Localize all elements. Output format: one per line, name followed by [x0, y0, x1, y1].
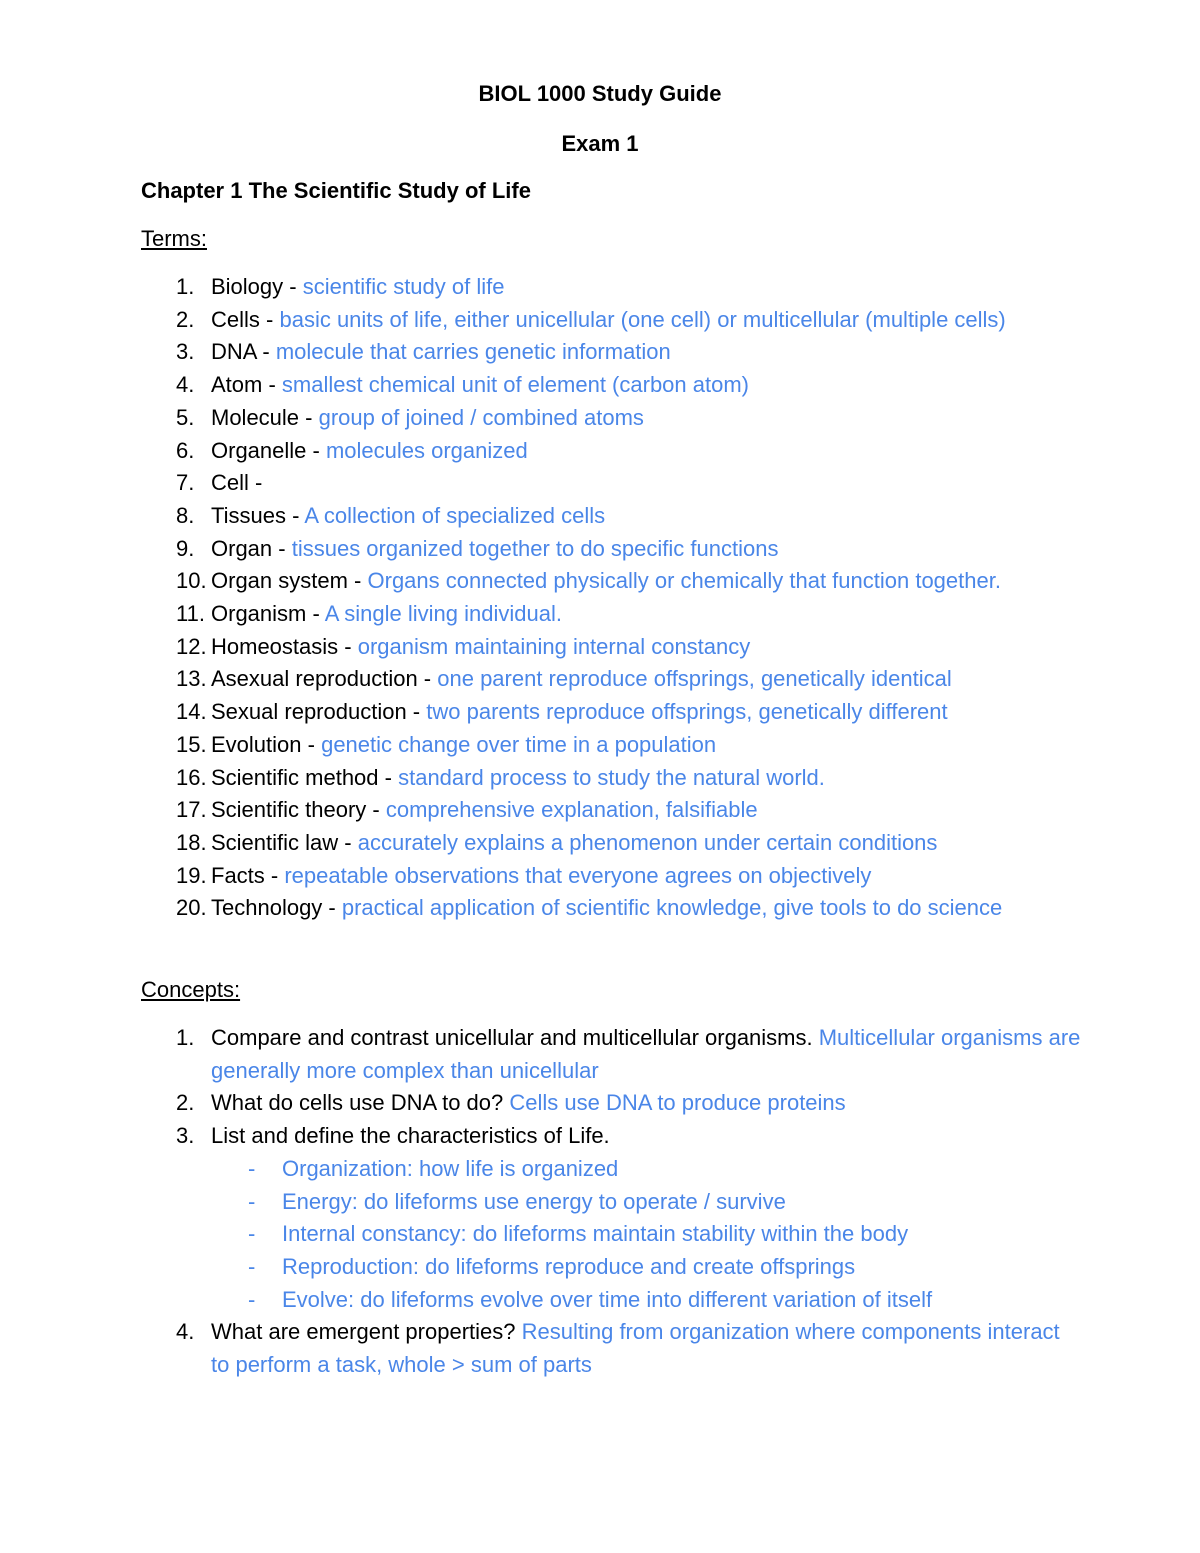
- term-definition: group of joined / combined atoms: [318, 404, 644, 430]
- term-definition: practical application of scientific knowledge, give tools to do science: [341, 895, 1003, 921]
- term-definition: A collection of specialized cells: [304, 502, 606, 528]
- concepts-heading: Concepts:: [141, 977, 241, 1002]
- term-item: [0, 467, 1081, 500]
- terms-heading: Terms:: [141, 226, 207, 251]
- term-number: 10.: [176, 568, 207, 594]
- concept-question: List and define the characteristics of Life.: [211, 1123, 610, 1149]
- term-name: Organism: [211, 601, 307, 627]
- term-separator: -: [338, 633, 358, 659]
- term-number: 19.: [176, 862, 207, 888]
- term-separator: -: [406, 699, 427, 725]
- term-separator: -: [366, 797, 386, 823]
- term-separator: -: [378, 764, 399, 790]
- term-number: 17.: [176, 797, 207, 823]
- term-separator: -: [299, 404, 319, 430]
- term-name: Biology: [211, 274, 284, 299]
- term-separator: -: [306, 601, 325, 627]
- term-definition: two parents reproduce offsprings, genetically different: [426, 699, 948, 725]
- term-number: 11.: [176, 601, 205, 627]
- term-number: 14.: [176, 699, 207, 725]
- concept-item: [0, 1022, 1081, 1087]
- concept-number: 1.: [176, 1025, 195, 1050]
- characteristic-text: Internal constancy: do lifeforms maintain stability within the body: [282, 1221, 909, 1247]
- characteristic-item: [0, 1186, 1081, 1219]
- term-item: [0, 631, 1081, 664]
- term-definition: molecules organized: [325, 437, 528, 463]
- term-separator: -: [338, 829, 358, 855]
- term-number: 4.: [176, 372, 195, 398]
- term-number: 13.: [176, 666, 207, 692]
- characteristic-text: Energy: do lifeforms use energy to operate / survive: [282, 1188, 786, 1214]
- term-definition: Organs connected physically or chemically that function together.: [367, 568, 1001, 594]
- characteristics-list: [0, 1153, 1081, 1317]
- concepts-list: [0, 1022, 1081, 1382]
- term-item: [0, 435, 1081, 468]
- term-item: [0, 598, 1081, 631]
- characteristic-text: Evolve: do lifeforms evolve over time into different variation of itself: [282, 1286, 933, 1312]
- term-separator: -: [417, 666, 438, 692]
- term-separator: -: [285, 502, 305, 528]
- term-number: 5.: [176, 404, 195, 430]
- characteristic-item: [0, 1251, 1081, 1284]
- term-name: Molecule: [211, 404, 300, 430]
- term-separator: -: [264, 862, 285, 888]
- term-definition: standard process to study the natural world.: [398, 764, 825, 790]
- term-separator: -: [259, 306, 280, 332]
- term-item: [0, 794, 1081, 827]
- bullet-dash: -: [248, 1253, 256, 1279]
- term-item: [0, 533, 1081, 566]
- term-definition: genetic change over time in a population: [321, 731, 717, 757]
- term-definition: scientific study of life: [302, 274, 505, 299]
- term-separator: -: [306, 437, 326, 463]
- term-item: [0, 860, 1081, 893]
- chapter-heading: Chapter 1 The Scientific Study of Life: [141, 178, 531, 203]
- term-name: Scientific method: [211, 764, 379, 790]
- characteristic-item: [0, 1153, 1081, 1186]
- concept-answer: Cells use DNA to produce proteins: [509, 1090, 846, 1116]
- term-definition: repeatable observations that everyone agrees on objectively: [284, 862, 872, 888]
- term-name: DNA: [211, 339, 257, 365]
- term-definition: basic units of life, either unicellular (one cell) or multicellular (multiple cells): [279, 306, 1006, 332]
- term-definition: A single living individual.: [324, 601, 562, 627]
- term-name: Organelle: [211, 437, 307, 463]
- term-name: Homeostasis: [211, 633, 339, 659]
- term-number: 7.: [176, 470, 195, 496]
- term-name: Tissues: [211, 502, 286, 528]
- term-name: Cell: [211, 470, 249, 496]
- term-definition: accurately explains a phenomenon under certain conditions: [357, 829, 938, 855]
- term-definition: organism maintaining internal constancy: [357, 633, 751, 659]
- term-name: Technology: [211, 895, 323, 921]
- characteristic-text: Organization: how life is organized: [282, 1155, 619, 1181]
- term-item: [0, 827, 1081, 860]
- term-number: 1.: [176, 274, 195, 299]
- term-name: Asexual reproduction: [211, 666, 418, 692]
- term-separator: -: [301, 731, 322, 757]
- term-definition: one parent reproduce offsprings, genetically identical: [437, 666, 952, 692]
- term-item: [0, 696, 1081, 729]
- concept-number: 2.: [176, 1090, 195, 1116]
- term-separator: -: [248, 470, 263, 496]
- term-item: [0, 271, 1081, 304]
- concept-question: Compare and contrast unicellular and multicellular organisms.: [211, 1025, 819, 1050]
- term-item: [0, 500, 1081, 533]
- term-name: Organ system: [211, 568, 348, 594]
- term-separator: -: [283, 274, 303, 299]
- concept-question: What are emergent properties?: [211, 1319, 522, 1345]
- term-number: 8.: [176, 502, 195, 528]
- concept-question: What do cells use DNA to do?: [211, 1090, 510, 1116]
- term-definition: tissues organized together to do specific functions: [291, 535, 779, 561]
- term-definition: comprehensive explanation, falsifiable: [385, 797, 758, 823]
- term-item: [0, 729, 1081, 762]
- document-subtitle: Exam 1: [561, 131, 639, 156]
- term-separator: -: [262, 372, 282, 398]
- bullet-dash: -: [248, 1155, 256, 1181]
- bullet-dash: -: [248, 1188, 256, 1214]
- characteristic-text: Reproduction: do lifeforms reproduce and create offsprings: [282, 1253, 856, 1279]
- term-number: 12.: [176, 633, 207, 659]
- term-number: 3.: [176, 339, 195, 365]
- term-separator: -: [322, 895, 342, 921]
- term-item: [0, 336, 1081, 369]
- term-item: [0, 402, 1081, 435]
- term-item: [0, 369, 1081, 402]
- term-number: 15.: [176, 731, 207, 757]
- term-name: Organ: [211, 535, 273, 561]
- term-number: 2.: [176, 306, 195, 332]
- term-number: 18.: [176, 829, 207, 855]
- term-name: Facts: [211, 862, 265, 888]
- concept-item: [0, 1316, 1081, 1381]
- concept-number: 4.: [176, 1319, 195, 1345]
- term-separator: -: [272, 535, 292, 561]
- term-name: Scientific theory: [211, 797, 367, 823]
- term-item: [0, 565, 1081, 598]
- term-separator: -: [256, 339, 276, 365]
- term-number: 20.: [176, 895, 207, 921]
- term-name: Atom: [211, 372, 263, 398]
- concept-number: 3.: [176, 1123, 195, 1149]
- term-number: 9.: [176, 535, 195, 561]
- term-name: Sexual reproduction: [211, 699, 407, 725]
- term-item: [0, 663, 1081, 696]
- term-definition: molecule that carries genetic information: [275, 339, 671, 365]
- document-title: BIOL 1000 Study Guide: [478, 81, 722, 106]
- term-separator: -: [347, 568, 368, 594]
- concept-item: [0, 1120, 1081, 1316]
- term-item: [0, 892, 1081, 925]
- bullet-dash: -: [248, 1221, 256, 1247]
- term-item: [0, 304, 1081, 337]
- term-number: 6.: [176, 437, 195, 463]
- concept-item: [0, 1087, 1081, 1120]
- characteristic-item: [0, 1218, 1081, 1251]
- terms-list: [0, 271, 1081, 925]
- characteristic-item: [0, 1284, 1081, 1317]
- term-definition: smallest chemical unit of element (carbon atom): [281, 372, 750, 398]
- concept-answer: Multicellular organisms are generally more complex than unicellular: [211, 1025, 1081, 1083]
- term-name: Cells: [211, 306, 260, 332]
- bullet-dash: -: [248, 1286, 256, 1312]
- concept-answer: Resulting from organization where components interact to perform a task, whole > sum of parts: [211, 1319, 1060, 1378]
- term-number: 16.: [176, 764, 207, 790]
- term-name: Evolution: [211, 731, 302, 757]
- term-item: [0, 762, 1081, 795]
- term-name: Scientific law: [211, 829, 339, 855]
